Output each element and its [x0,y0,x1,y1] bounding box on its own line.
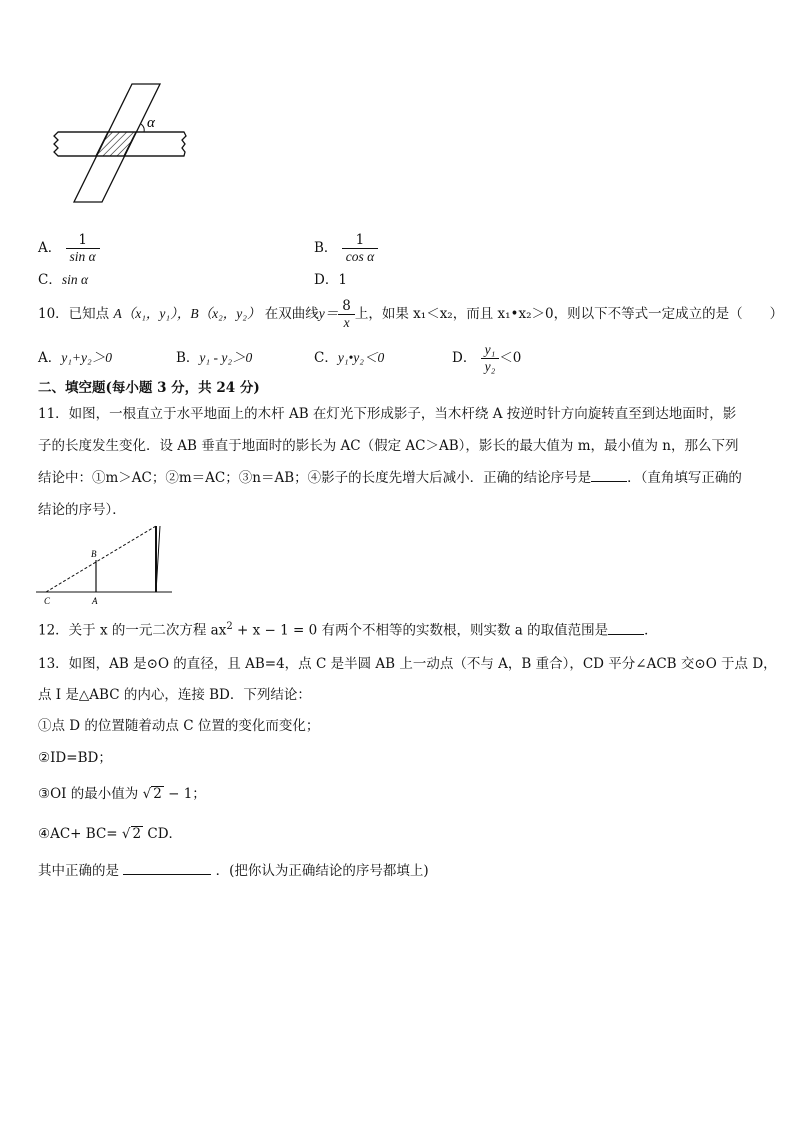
conclusion-4: ④AC+ BC= √ 2 CD． [38,826,183,842]
question-13-answer: 其中正确的是 ．(把你认为正确结论的序号都填上) [38,863,429,879]
answer-blank[interactable] [591,481,627,482]
question-13-line1: 13．如图，AB 是⊙O 的直径，且 AB=4，点 C 是半圆 AB 上一动点（不与 A，B 重合），CD 平分∠ACB 交⊙O 于点 D， [38,656,777,672]
label-c: C [44,596,51,606]
q10-option-c: C．y₁•y₂＜0 [314,350,385,366]
option-b: B． $\frac{1}{\text{cos α}}$ [314,232,378,265]
conclusion-2: ②ID=BD； [38,750,112,766]
alpha-label: α [147,115,155,131]
label-a: A [92,596,98,606]
shadow-figure [36,520,176,610]
section-title: 二、填空题(每小题 3 分，共 24 分) [38,380,260,396]
question-11-line3: 结论中：①m＞AC；②m＝AC；③n＝AB；④影子的长度先增大后减小．正确的结论序号是 ．（直角填写正确的 [38,470,742,486]
conclusion-3: ③OI 的最小值为 √ 2 − 1； [38,786,206,802]
conclusion-1: ①点 D 的位置随着动点 C 位置的变化而变化； [38,718,320,734]
q10-option-a: A．y₁+y₂＞0 [38,350,112,366]
label-b: B [91,549,97,559]
question-11-line1: 11．如图，一根直立于水平地面上的木杆 AB 在灯光下形成影子，当木杆绕 A 按逆时针方向旋转直至到达地面时，影 [38,406,737,422]
q10-option-b: B．y₁ - y₂＞0 [176,350,253,366]
question-11-line4: 结论的序号）． [38,502,126,518]
question-12: 12．关于 x 的一元二次方程 $ax^2 + x - 1 = 0$ 有两个不相等的实数根，则实数 a 的取值范围是 ． [38,621,658,639]
option-a: A． $\frac{1}{\text{sin α}}$ [38,232,100,265]
question-10: 10．已知点 A（x₁，y₁），B（x₂，y₂） 在双曲线y＝ $\frac{8}{x}$ 上，如果 x₁＜x₂，而且 x₁•x₂＞0，则以下不等式一定成立的是（ ） [38,298,784,330]
answer-blank[interactable] [608,634,644,635]
answer-blank[interactable] [123,874,211,875]
option-c: C．sin α [38,272,89,288]
q10-option-d: D． $\frac{\text{y₁}}{\text{y₂}}$ ＜0 [452,342,522,374]
crossing-strips-figure [44,80,224,210]
question-13-line2: 点 I 是△ABC 的内心，连接 BD．下列结论： [38,687,311,703]
option-d: D．1 [314,272,347,288]
question-11-line2: 子的长度发生变化．设 AB 垂直于地面时的影长为 AC（假定 AC＞AB），影长的最大值为 m，最小值为 n，那么下列 [38,438,739,454]
